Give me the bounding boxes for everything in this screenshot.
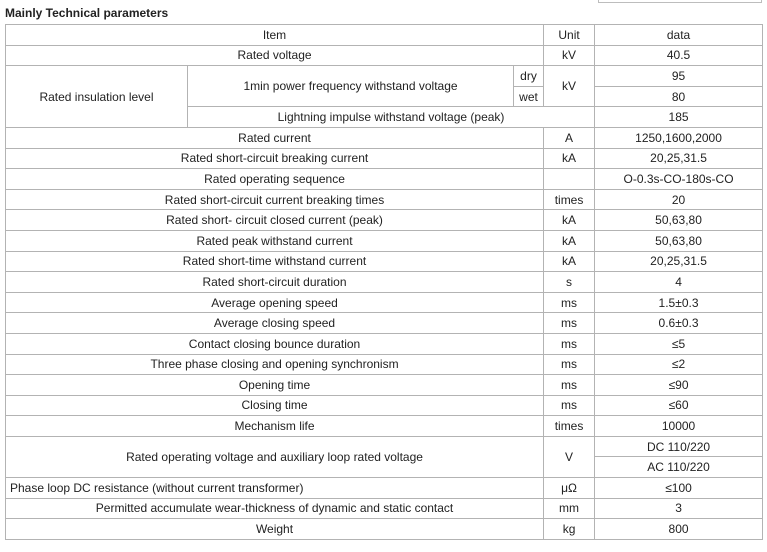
row-item: Rated short- circuit closed current (peak) [6,210,544,231]
row-unit: kA [544,148,595,169]
table-row [6,395,763,416]
row-item: Closing time [6,395,544,416]
wet-label: wet [514,86,544,107]
row-item: Rated peak withstand current [6,230,544,251]
row-data: 20,25,31.5 [595,148,763,169]
table-row [6,498,763,519]
row-unit: s [544,272,595,293]
row-data: ≤90 [595,375,763,396]
row-item: Rated operating sequence [6,169,544,190]
table-row [6,210,763,231]
row-data: 0.6±0.3 [595,313,763,334]
table-row [6,375,763,396]
table-row [6,251,763,272]
row-unit: times [544,189,595,210]
header-item: Item [6,25,544,46]
row-data: ≤5 [595,333,763,354]
power-frequency-label: 1min power frequency withstand voltage [188,66,514,107]
row-item: Contact closing bounce duration [6,333,544,354]
table-row [6,169,763,190]
table-row [6,45,763,66]
row-unit: ms [544,292,595,313]
row-data: 50,63,80 [595,230,763,251]
header-data: data [595,25,763,46]
table-row [6,230,763,251]
table-row [6,519,763,540]
row-data: 40.5 [595,45,763,66]
row-unit: kA [544,251,595,272]
row-item: Phase loop DC resistance (without current transformer) [6,478,544,499]
row-unit: ms [544,395,595,416]
row-data: 3 [595,498,763,519]
table-row [6,127,763,148]
row-unit: mm [544,498,595,519]
row-data: 4 [595,272,763,293]
row-data-dc: DC 110/220 [595,436,763,457]
row-unit: A [544,127,595,148]
row-data: ≤2 [595,354,763,375]
row-data: 20,25,31.5 [595,251,763,272]
row-item: Weight [6,519,544,540]
row-item: Average opening speed [6,292,544,313]
row-data: 50,63,80 [595,210,763,231]
row-unit: kV [544,66,595,107]
row-item: Rated operating voltage and auxiliary loop rated voltage [6,436,544,477]
table-row [6,292,763,313]
table-row [6,436,763,457]
row-item: Permitted accumulate wear-thickness of dynamic and static contact [6,498,544,519]
row-item: Mechanism life [6,416,544,437]
row-unit: times [544,416,595,437]
lightning-impulse-label: Lightning impulse withstand voltage (peak) [188,107,595,128]
row-item: Rated short-time withstand current [6,251,544,272]
table-row [6,354,763,375]
row-item: Rated short-circuit breaking current [6,148,544,169]
row-data-ac: AC 110/220 [595,457,763,478]
table-row [6,148,763,169]
row-unit: kA [544,210,595,231]
table-row [6,333,763,354]
top-search-input[interactable] [598,0,762,3]
row-data: 1250,1600,2000 [595,127,763,148]
table-header-row [6,25,763,46]
wet-value: 80 [595,86,763,107]
page-title: Mainly Technical parameters [5,6,169,20]
insulation-group-label: Rated insulation level [6,66,188,128]
dry-value: 95 [595,66,763,87]
table-row [6,66,763,87]
parameters-table [5,24,763,540]
row-item: Rated short-circuit current breaking times [6,189,544,210]
dry-label: dry [514,66,544,87]
header-unit: Unit [544,25,595,46]
table-row [6,272,763,293]
row-data: ≤60 [595,395,763,416]
row-item: Rated voltage [6,45,544,66]
row-unit [544,169,595,190]
row-data: 1.5±0.3 [595,292,763,313]
table-row [6,478,763,499]
row-data: 20 [595,189,763,210]
row-data: O-0.3s-CO-180s-CO [595,169,763,190]
row-unit: V [544,436,595,477]
row-unit: kV [544,45,595,66]
table-row [6,416,763,437]
row-item: Average closing speed [6,313,544,334]
row-item: Rated short-circuit duration [6,272,544,293]
row-data: 800 [595,519,763,540]
row-item: Opening time [6,375,544,396]
row-unit: ms [544,333,595,354]
lightning-impulse-value: 185 [595,107,763,128]
row-unit: ms [544,375,595,396]
row-unit: μΩ [544,478,595,499]
row-unit: kA [544,230,595,251]
row-item: Three phase closing and opening synchronism [6,354,544,375]
table-row [6,313,763,334]
row-item: Rated current [6,127,544,148]
row-unit: ms [544,313,595,334]
row-data: ≤100 [595,478,763,499]
row-unit: kg [544,519,595,540]
row-unit: ms [544,354,595,375]
table-row [6,189,763,210]
row-data: 10000 [595,416,763,437]
